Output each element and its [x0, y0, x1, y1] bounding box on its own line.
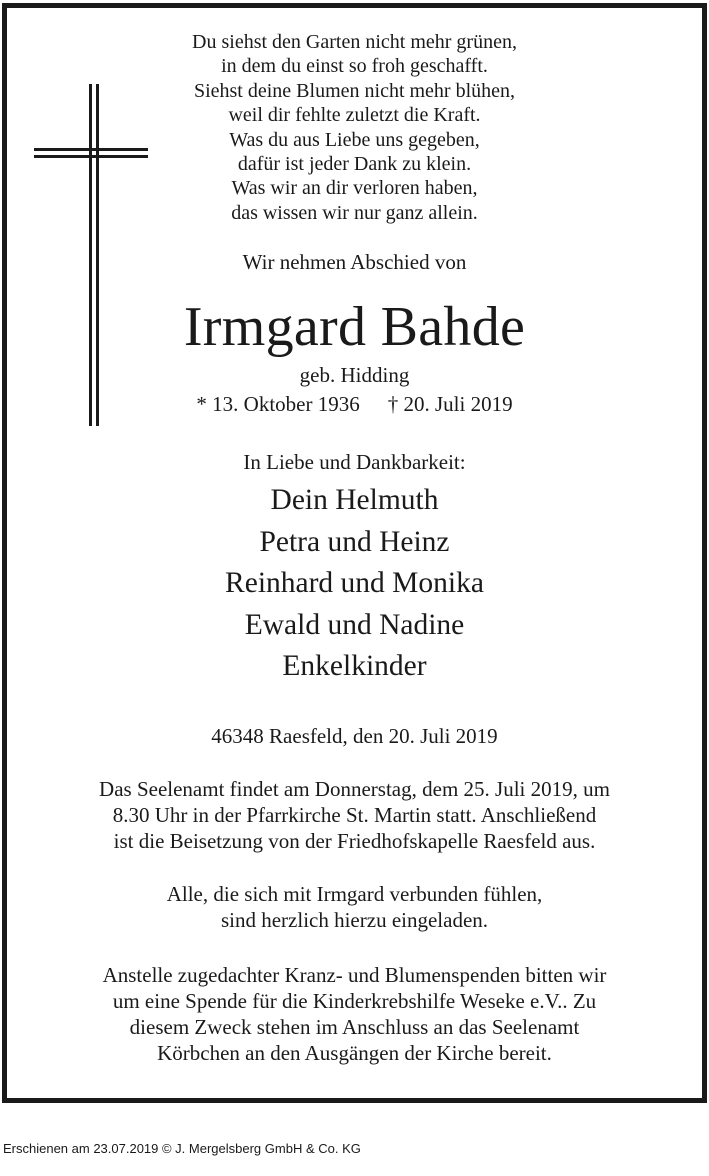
poem-line: das wissen wir nur ganz allein.	[231, 201, 478, 224]
life-dates	[0, 391, 709, 417]
poem-line: Du siehst den Garten nicht mehr grünen,	[192, 31, 517, 53]
donation-info	[0, 962, 709, 1066]
birth-name: geb. Hidding	[299, 363, 410, 387]
family-member: Enkelkinder	[282, 650, 427, 682]
service-line: 8.30 Uhr in der Pfarrkirche St. Martin statt. Anschließend	[112, 803, 597, 827]
farewell-intro: Wir nehmen Abschied von	[242, 250, 467, 274]
poem-line: Siehst deine Blumen nicht mehr blühen,	[193, 79, 516, 102]
invitation-line: sind herzlich hierzu eingeladen.	[220, 908, 489, 932]
birth-date: * 13. Oktober 1936	[196, 392, 360, 416]
donation-line: um eine Spende für die Kinderkrebshilfe Weseke e.V.. Zu	[112, 989, 597, 1013]
poem-line: in dem du einst so froh geschafft.	[221, 55, 488, 78]
service-line: ist die Beisetzung von der Friedhofskapelle Raesfeld aus.	[113, 829, 596, 853]
death-date: † 20. Juli 2019	[387, 392, 513, 416]
invitation	[0, 881, 709, 933]
poem-line: Was du aus Liebe uns gegeben,	[229, 128, 480, 151]
publication-footer: Erschienen am 23.07.2019 © J. Mergelsberg GmbH & Co. KG	[3, 1141, 361, 1156]
service-line: Das Seelenamt findet am Donnerstag, dem 25. Juli 2019, um	[99, 777, 610, 801]
family-member: Reinhard und Monika	[225, 567, 484, 599]
poem-line: weil dir fehlte zuletzt die Kraft.	[228, 104, 481, 127]
poem-line: Was wir an dir verloren haben,	[231, 177, 478, 200]
family-member: Petra und Heinz	[259, 525, 450, 558]
poem	[0, 30, 709, 225]
donation-line: diesem Zweck stehen im Anschluss an das Seelenamt	[129, 1015, 580, 1039]
service-info	[0, 776, 709, 854]
place-date: 46348 Raesfeld, den 20. Juli 2019	[211, 724, 498, 748]
family-member: Ewald und Nadine	[244, 608, 465, 641]
invitation-line: Alle, die sich mit Irmgard verbunden fühlen,	[166, 882, 543, 906]
deceased-name: Irmgard Bahde	[183, 296, 526, 358]
family-list	[0, 480, 709, 688]
family-member: Dein Helmuth	[270, 484, 439, 516]
donation-line: Körbchen an den Ausgängen der Kirche bereit.	[157, 1041, 552, 1065]
thanks-heading: In Liebe und Dankbarkeit:	[243, 450, 466, 474]
poem-line: dafür ist jeder Dank zu klein.	[237, 153, 472, 176]
donation-line: Anstelle zugedachter Kranz- und Blumenspenden bitten wir	[102, 963, 607, 987]
